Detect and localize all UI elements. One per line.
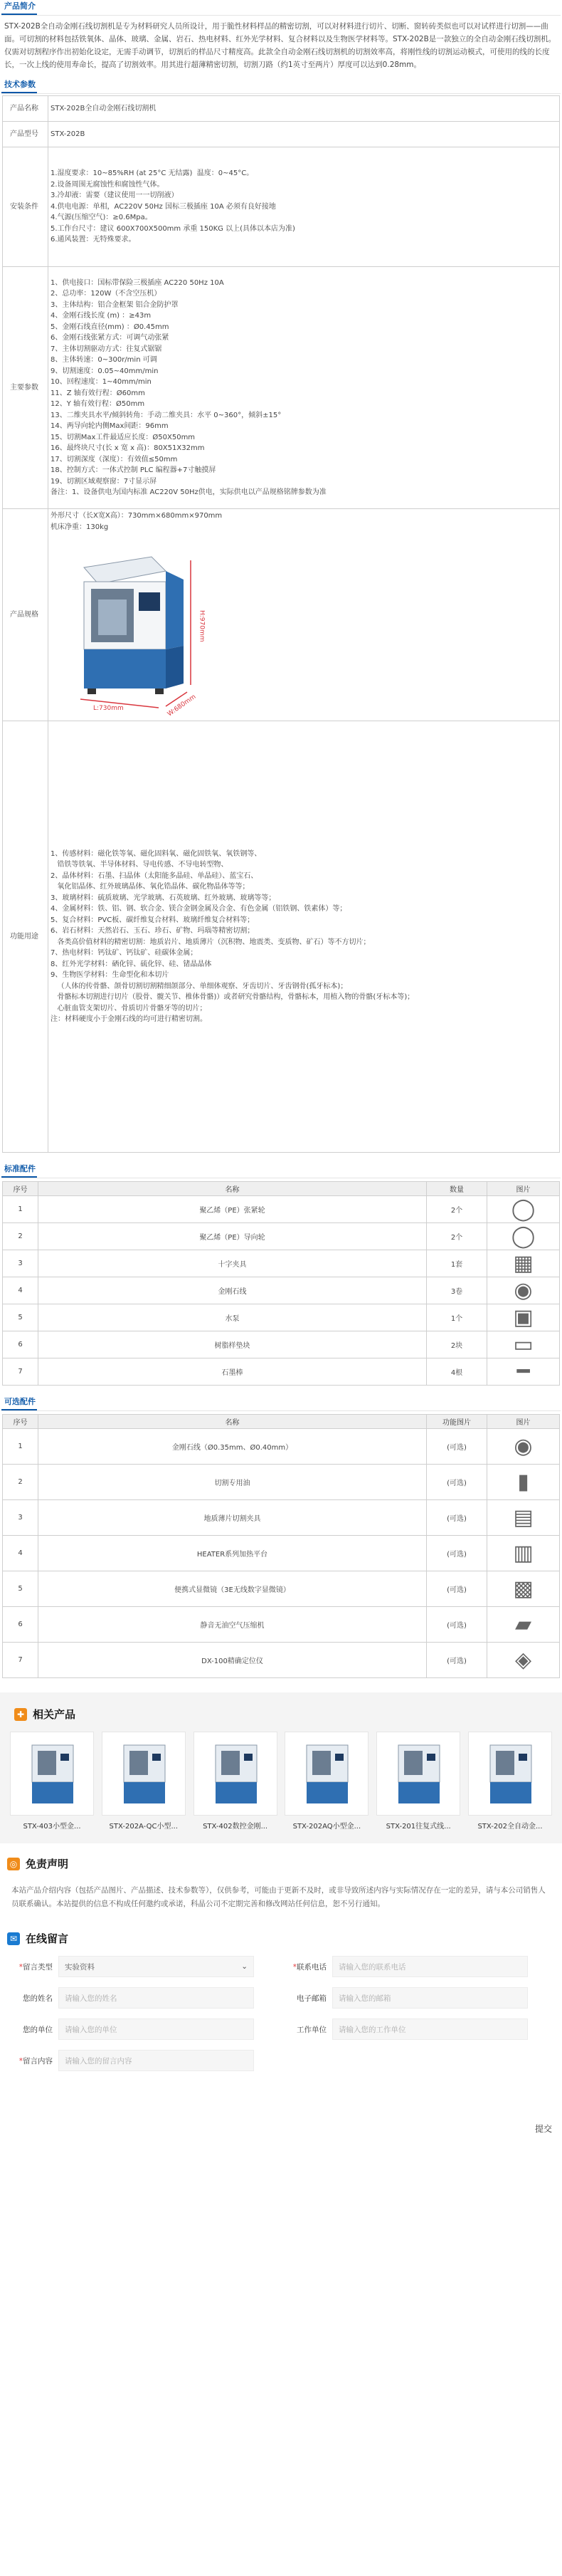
row-thumb [487,1277,560,1304]
related-machine-icon [285,1732,369,1816]
size-lines [51,511,558,533]
row-name: 地质薄片切割夹具 [38,1500,427,1536]
std-header-name: 名称 [38,1182,427,1196]
machine-illustration [59,543,208,713]
spec-line: 机床净重：130kg [51,523,109,531]
product-thumb-icon: ▣ [513,1305,534,1330]
spec-line: 4.气源(压缩空气)：≥0.6Mpa。 [51,214,152,222]
phone-label: *联系电话 [292,1962,327,1972]
row-value: (可选) [427,1643,487,1678]
opt-title: 可选配件 [1,1396,37,1410]
intro-section [0,0,562,78]
table-row [3,1536,560,1571]
product-thumb-icon: ▭ [513,1332,534,1357]
row-value: (可选) [427,1500,487,1536]
job-input[interactable]: 请输入您的工作单位 [332,2019,528,2040]
row-value: (可选) [427,1571,487,1607]
table-row [3,1429,560,1465]
row-no: 3 [3,1250,38,1277]
related-image [285,1732,369,1816]
phone-input[interactable]: 请输入您的联系电话 [332,1956,528,1977]
related-item[interactable] [102,1732,186,1831]
row-value: 2个 [427,1196,487,1223]
product-thumb-icon: ◉ [514,1278,533,1303]
disclaimer-head [0,1850,562,1877]
table-row [3,1358,560,1386]
spec-use-value [48,721,560,1153]
spec-line: 锆铁等铁氧、半导体材料、导电传感、不导电转型物、 [51,861,228,869]
related-image [193,1732,277,1816]
related-list [7,1727,555,1835]
spec-line: 备注：1、设备供电为国内标准 AC220V 50Hz供电，实际供电以产品规格铭牌参数为准 [51,488,327,496]
product-thumb-icon: ━ [516,1359,530,1384]
related-image [468,1732,552,1816]
message-form [0,1952,562,2095]
spec-line: 1、传感材料：磁化铁等氧、磁化固料氧、磁化固铁氧、氧铁钢等、 [51,849,262,858]
row-thumb [487,1571,560,1607]
spec-line: 6.通风装置：无特殊要求。 [51,236,136,244]
row-thumb [487,1358,560,1386]
row-thumb [487,1500,560,1536]
spec-line: 15、切割Max工件最适应长度：Ø50X50mm [51,433,196,441]
email-label: 电子邮箱 [297,1994,327,2003]
related-caption[interactable]: STX-201往复式线... [386,1823,451,1831]
std-section [0,1163,562,1386]
spec-name-label: 产品名称 [3,96,48,122]
row-value: 1套 [427,1250,487,1277]
content-input[interactable]: 请输入您的留言内容 [58,2050,254,2071]
product-thumb-icon: ▥ [513,1541,534,1566]
spec-model-value: STX-202B [48,122,560,147]
row-name: 聚乙烯（PE）导向轮 [38,1223,427,1250]
spec-line: 7、热电材料：钙钛矿、钙钛矿、硅碳体金属； [51,949,198,957]
spec-table [2,95,560,1153]
opt-title-bar [1,1396,561,1411]
row-value: (可选) [427,1465,487,1500]
tech-section [0,78,562,1153]
related-machine-icon [469,1732,552,1816]
row-name: DX-100精确定位仪 [38,1643,427,1678]
spec-size-value [48,509,560,721]
spec-line: 8、红外光学材料：硒化锌、硫化锌、硅、锗晶晶体 [51,960,212,968]
row-thumb [487,1643,560,1678]
related-head [7,1701,555,1727]
row-name: 树脂样垫块 [38,1331,427,1358]
related-item[interactable] [285,1732,369,1831]
product-thumb-icon: ▤ [513,1505,534,1530]
name-label: 您的姓名 [23,1994,53,2003]
table-row [3,1331,560,1358]
table-row [3,1643,560,1678]
row-no: 5 [3,1571,38,1607]
intro-title: 产品简介 [1,0,37,15]
spec-line: 1、供电接口：国标带保险三极插座 AC220 50Hz 10A [51,278,224,287]
spec-line: 氧化铝晶体、红外玻璃晶体、氧化锆晶体、碳化物晶体等等； [51,883,250,891]
spec-line: 11、Z 轴有效行程：Ø60mm [51,389,145,397]
name-input[interactable]: 请输入您的姓名 [58,1987,254,2009]
related-image [376,1732,460,1816]
spec-size-label: 产品规格 [3,509,48,721]
spec-line: 3、主体结构：铝合金框架 铝合金防护罩 [51,300,179,309]
spec-line: 2、总功率：120W（不含空压机） [51,290,161,298]
opt-table [2,1414,560,1678]
email-input[interactable]: 请输入您的邮箱 [332,1987,528,2009]
row-no: 4 [3,1536,38,1571]
opt-header-no: 序号 [3,1415,38,1429]
row-no: 7 [3,1358,38,1386]
spec-line: 4、金属材料：铁、铝、钢、软合金、镁合金钢金属及合金、有色金属（铝铁钢、铁素体）等； [51,905,347,913]
row-no: 2 [3,1465,38,1500]
message-icon: ✉ [7,1932,20,1945]
spec-line: 各类高价值材料的精密切割：地质岩片、地质薄片（沉积物、地震类、变质物、矿石）等不方切片； [51,938,371,946]
product-thumb-icon: ◯ [511,1197,536,1222]
std-table [2,1181,560,1386]
product-thumb-icon: ▮ [517,1470,529,1494]
env-lines [51,168,558,246]
row-value: 2块 [427,1331,487,1358]
spec-model-label: 产品型号 [3,122,48,147]
related-caption[interactable]: STX-202A-QC小型... [109,1823,179,1831]
dim-height: H:970mm [198,610,206,642]
related-caption[interactable]: STX-202全自动金... [477,1823,543,1831]
row-name: 切割专用油 [38,1465,427,1500]
spec-line: 5、复合材料：PVC板、碳纤维复合材料、玻璃纤维复合材料等； [51,916,255,924]
spec-line: 18、控制方式：一体式控制 PLC 编程器+7寸触摸屏 [51,466,216,474]
table-row [3,1196,560,1223]
company-label: 您的单位 [23,2025,53,2034]
spec-line: 3、玻璃材料：硫质玻璃、光学玻璃、石英玻璃、红外玻璃、玻璃等等； [51,894,276,902]
disclaimer-icon: ◎ [7,1858,20,1870]
spec-line: 6、岩石材料：天然岩石、玉石、珍石、矿物、玛瑙等精密切割； [51,927,255,935]
spec-line: 8、主体转速：0~300r/min 可调 [51,356,157,364]
row-no: 5 [3,1304,38,1331]
disclaimer-section [0,1850,562,1925]
related-machine-icon [194,1732,277,1816]
related-section [0,1692,562,1843]
company-input[interactable]: 请输入您的单位 [58,2019,254,2040]
related-machine-icon [377,1732,460,1816]
opt-header-img: 图片 [487,1415,560,1429]
related-item[interactable] [376,1732,460,1831]
row-thumb [487,1429,560,1465]
spec-line: 5.工作台尺寸：建议 600X700X500mm 承重 150KG 以上(具体以本店为准) [51,224,295,233]
spec-line: （人体的传骨骼、颌骨切割切割精细颌部分、单细体观察、牙齿切片、牙齿钢骨(孤牙标本)； [51,982,348,990]
param-lines [51,278,558,498]
related-image [10,1732,94,1816]
opt-header-name: 名称 [38,1415,427,1429]
spec-env-value [48,147,560,267]
chevron-down-icon: ⌄ [241,1962,248,1971]
job-label: 工作单位 [297,2025,327,2034]
row-no: 1 [3,1196,38,1223]
spec-line: 1.湿度要求：10~85%RH (at 25°C 无结露) 温度：0~45°C。 [51,169,254,178]
product-thumb-icon: ◉ [514,1434,533,1459]
row-name: 水泵 [38,1304,427,1331]
table-row [3,1304,560,1331]
row-thumb [487,1536,560,1571]
row-name: 便携式显微镜（3E无线数字显微镜） [38,1571,427,1607]
product-thumb-icon: ▩ [513,1576,534,1601]
row-name: 金刚石线 [38,1277,427,1304]
related-icon: ✚ [14,1708,27,1721]
spec-line: 4.供电电源：单相，AC220V 50Hz 国标三极插座 10A 必须有良好接地 [51,202,276,211]
row-value: (可选) [427,1429,487,1465]
tech-title: 技术参数 [1,78,37,93]
table-row [3,1223,560,1250]
related-item[interactable] [10,1732,94,1831]
table-row [3,1277,560,1304]
row-no: 7 [3,1643,38,1678]
spec-line: 17、切割深度（深度）：有效值≤50mm [51,455,178,464]
spec-line: 外形尺寸（长X宽X高）：730mm×680mm×970mm [51,512,223,520]
row-no: 4 [3,1277,38,1304]
spec-line: 心脏血管支架切片、骨质切片骨骼牙等的切片； [51,1004,207,1012]
spec-line: 2.设备周围无腐蚀性和腐蚀性气体。 [51,180,164,189]
row-thumb [487,1607,560,1643]
row-no: 2 [3,1223,38,1250]
spec-params-label: 主要参数 [3,267,48,509]
related-caption[interactable]: STX-202AQ小型金... [292,1823,361,1831]
type-select[interactable]: 实验资料 ⌄ [58,1956,254,1977]
spec-line: 10、回程速度：1~40mm/min [51,378,152,386]
product-thumb-icon: ▦ [513,1251,534,1276]
table-row [3,1571,560,1607]
spec-line: 12、Y 轴有效行程：Ø50mm [51,400,145,408]
row-name: 十字夹具 [38,1250,427,1277]
related-item[interactable] [468,1732,552,1831]
spec-line: 2、晶体材料：石墨、扫晶体（太阳能多晶硅、单晶硅）、蓝宝石、 [51,871,258,880]
related-title: 相关产品 [33,1708,76,1721]
table-row [3,1250,560,1277]
row-value: 3卷 [427,1277,487,1304]
product-thumb-icon: ◈ [514,1648,532,1672]
related-machine-icon [102,1732,186,1816]
row-name: HEATER系列加热平台 [38,1536,427,1571]
row-name: 石墨棒 [38,1358,427,1386]
row-thumb [487,1465,560,1500]
std-title-bar [1,1163,561,1178]
row-name: 静音无油空气压缩机 [38,1607,427,1643]
machine-image [59,543,208,718]
row-thumb [487,1196,560,1223]
spec-line: 19、切割区域观察窗：7寸显示屏 [51,477,157,486]
table-row [3,1465,560,1500]
row-thumb [487,1223,560,1250]
table-row [3,1500,560,1536]
spec-env-label: 安装条件 [3,147,48,267]
dim-length: L:730mm [93,705,124,712]
related-image [102,1732,186,1816]
product-thumb-icon: ▰ [514,1612,532,1637]
opt-header-func: 功能图片 [427,1415,487,1429]
message-title: 在线留言 [26,1932,69,1945]
row-no: 6 [3,1607,38,1643]
std-title: 标准配件 [1,1163,37,1178]
row-no: 1 [3,1429,38,1465]
spec-use-label: 功能用途 [3,721,48,1153]
related-item[interactable] [193,1732,277,1831]
spec-name-value: STX-202B全自动金刚石线切割机 [48,96,560,122]
spec-line: 注：材料硬度小于金刚石线的均可进行精密切割。 [51,1015,207,1023]
intro-text: STX-202B全自动金刚石线切割机是专为材料研究人员所设计，用于脆性材料样品的精密切割，可以对材料进行切片、切断、窗转砖类似也可以对试样进行切割——曲面。可切割的材料包括铁氧体、晶体、玻璃、金属、岩石、热电材料、红外光学材料、复合材料以及生物医学材料等。STX-202B是一款独立的全自动金刚石线切割机。仅需对切割程序作出初始化设定，无需手动调节，切割后的样品尺寸精度高。此款全自动金刚石线切割机的切割效率高，将刚性线的切割运动模式，可使用的线的长度长，一次上线的使用寿命长，提高了切割效率。用其进行超薄精密切割，切割刀路（约1英寸至两片）厚度可以达到0.28mm。 [4,22,556,69]
row-no: 3 [3,1500,38,1536]
spec-line: 6、金刚石线张紧方式：可调气动张紧 [51,334,169,342]
spec-line: 9、切割速度：0.05~40mm/min [51,367,159,375]
row-value: 2个 [427,1223,487,1250]
std-header-img: 图片 [487,1182,560,1196]
table-row [3,1607,560,1643]
submit-button[interactable]: 提交 [534,2124,552,2134]
std-header-qty: 数量 [427,1182,487,1196]
message-section [0,1925,562,2139]
related-caption[interactable]: STX-403小型金... [23,1823,81,1831]
spec-line: 7、主体切割驱动方式：往复式锯锯 [51,345,162,353]
spec-line: 9、生物医学材料：生命型化和本切片 [51,971,169,979]
row-value: (可选) [427,1536,487,1571]
spec-line: 14、两导向轮内侧Max间距：96mm [51,422,169,430]
spec-params-value [48,267,560,509]
row-value: (可选) [427,1607,487,1643]
row-value: 4根 [427,1358,487,1386]
related-caption[interactable]: STX-402数控金刚... [203,1823,268,1831]
spec-line: 16、最终块尺寸(长 x 宽 x 高)：80X51X32mm [51,444,205,452]
spec-line: 5、金刚石线直径(mm) ：Ø0.45mm [51,323,169,331]
related-machine-icon [11,1732,94,1816]
disclaimer-text: 本站产品介绍内容（包括产品图片、产品描述、技术参数等），仅供参考，可能由于更新不及时，或非导致所述内容与实际情况存在一定的差异，请与本公司销售人员联系确认。本站提供的信息不构成任何邀约或承诺，科晶公司不定期完善和修改网站任何信息，恕不另行通知。 [11,1886,546,1908]
row-thumb [487,1331,560,1358]
type-label: *留言类型 [18,1962,53,1972]
content-label: *留言内容 [18,2056,53,2065]
row-thumb [487,1250,560,1277]
spec-line: 骨骼标本切割进行切片（股骨、髋关节、椎体骨骼)）或者研究骨骼结构，骨骼标本，用植入物的骨骼(牙标本等)； [51,993,415,1001]
disclaimer-title: 免责声明 [26,1858,69,1870]
intro-title-bar [1,0,561,16]
message-head [0,1925,562,1952]
product-thumb-icon: ◯ [511,1224,536,1249]
row-no: 6 [3,1331,38,1358]
tech-title-bar [1,78,561,94]
dim-width: W:680mm [166,693,198,718]
row-name: 金刚石线（Ø0.35mm、Ø0.40mm） [38,1429,427,1465]
row-name: 聚乙烯（PE）张紧轮 [38,1196,427,1223]
row-value: 1个 [427,1304,487,1331]
opt-section [0,1396,562,1678]
spec-line: 4、金刚石线长度 (m) ：≥43m [51,312,152,320]
row-thumb [487,1304,560,1331]
spec-line: 13、二维夹具水平/倾斜转角：手动二维夹具：水平 0~360°，倾斜±15° [51,411,282,419]
std-header-no: 序号 [3,1182,38,1196]
use-lines [51,849,558,1025]
spec-line: 3.冷却液：需要（建议使用一一切削液） [51,192,179,200]
